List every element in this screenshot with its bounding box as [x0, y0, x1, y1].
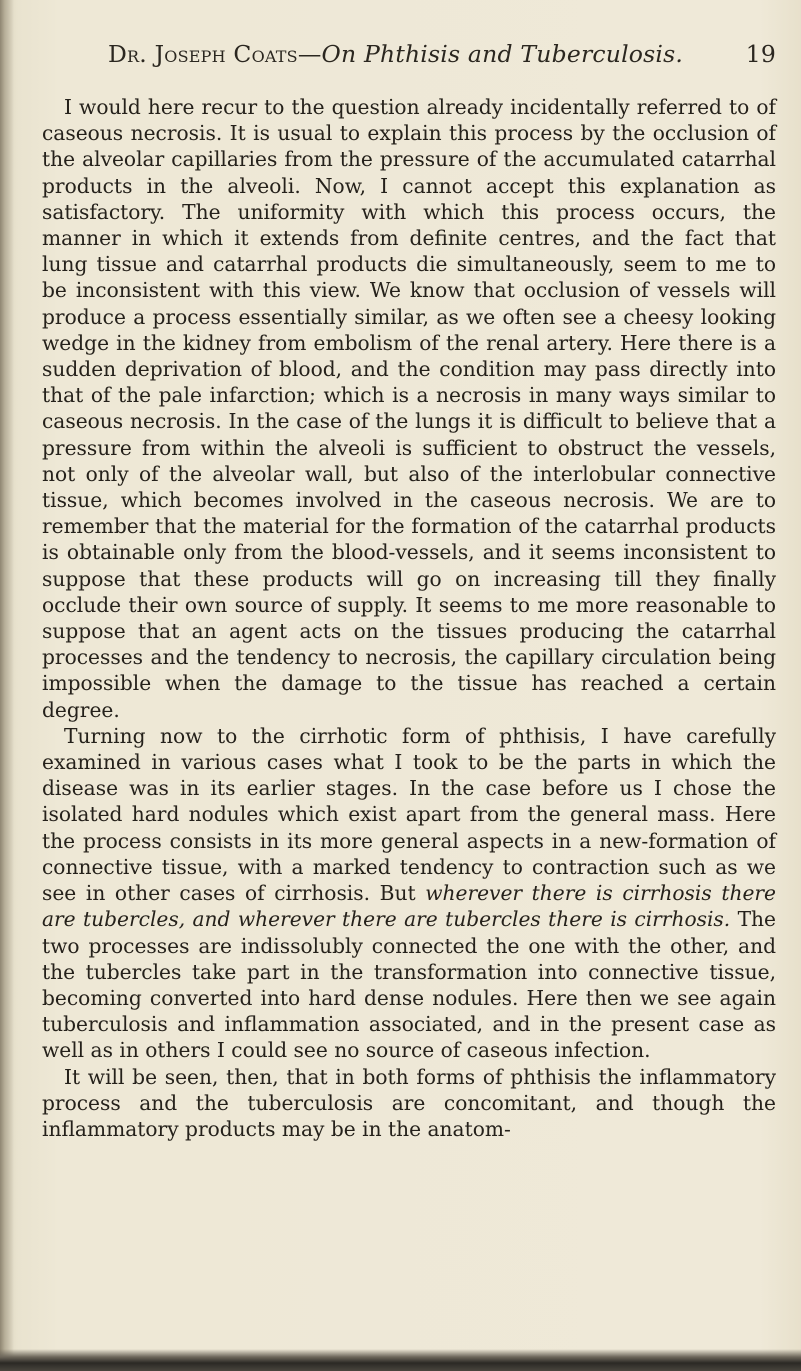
paragraph-text: Turning now to the cirrhotic form of phthisis, I have carefully examined in various cases what I took to be the parts in which the disease was in its earlier stages. In the case before us I chose the isolated hard nodules which exist apart from the general mass. Here the process consists in its more general aspects in a new-formation of connective tissue, with a marked tendency to contraction such as we see in other cases of cirrhosis. But: [42, 723, 776, 906]
binding-gutter-shadow: [0, 0, 14, 1371]
paragraph-cirrhotic-form: [42, 723, 776, 1064]
paragraph-conclusion: It will be seen, then, that in both forms of phthisis the inflammatory process and the tuberculosis are concomitant, and though the inflammatory products may be in the anatom-: [42, 1064, 776, 1141]
page-bottom-edge: [0, 1349, 801, 1371]
running-head-separator: —: [297, 40, 322, 68]
body-text: [42, 94, 776, 1142]
running-head-author: Dr. Joseph Coats: [108, 40, 298, 68]
paragraph-caseous-necrosis: I would here recur to the question already incidentally referred to of caseous necrosis. It is usual to explain this process by the occlusion of the alveolar capillaries from the pressure of the accumulated catarrhal products in the alveoli. Now, I cannot accept this explanation as satisfactory. The uniformity with which this process occurs, the manner in which it extends from definite centres, and the fact that lung tissue and catarrhal products die simultaneously, seem to me to be inconsistent with this view. We know that occlusion of vessels will produce a process essentially similar, as we often see a cheesy looking wedge in the kidney from embolism of the renal artery. Here there is a sudden deprivation of blood, and the condition may pass directly into that of the pale infarction; which is a necrosis in many ways similar to caseous necrosis. In the case of the lungs it is difficult to believe that a pressure from within the alveoli is sufficient to obstruct the vessels, not only of the alveolar wall, but also of the interlobular connective tissue, which becomes involved in the caseous necrosis. We are to remember that the material for the formation of the catarrhal products is obtainable only from the blood-vessels, and it seems inconsistent to suppose that these products will go on increasing till they finally occlude their own source of supply. It seems to me more reasonable to suppose that an agent acts on the tissues producing the catarrhal processes and the tendency to necrosis, the capillary circulation being impossible when the damage to the tissue has reached a certain degree.: [42, 95, 776, 722]
running-head-title: On Phthisis and Tuberculosis.: [321, 40, 684, 68]
emphasized-text: wherever there is cirrhosis there are tubercles, and wherever there are tubercles there is cirrhosis.: [42, 881, 776, 932]
paragraph-text: The two processes are indissolubly connected the one with the other, and the tubercles take part in the transformation into connective tissue, becoming converted into hard dense nodules. Here then we see again tuberculosis and inflammation associated, and in the present case as well as in others I could see no source of caseous infection.: [42, 907, 776, 1063]
page-number: 19: [745, 40, 776, 68]
running-head: [108, 40, 788, 68]
